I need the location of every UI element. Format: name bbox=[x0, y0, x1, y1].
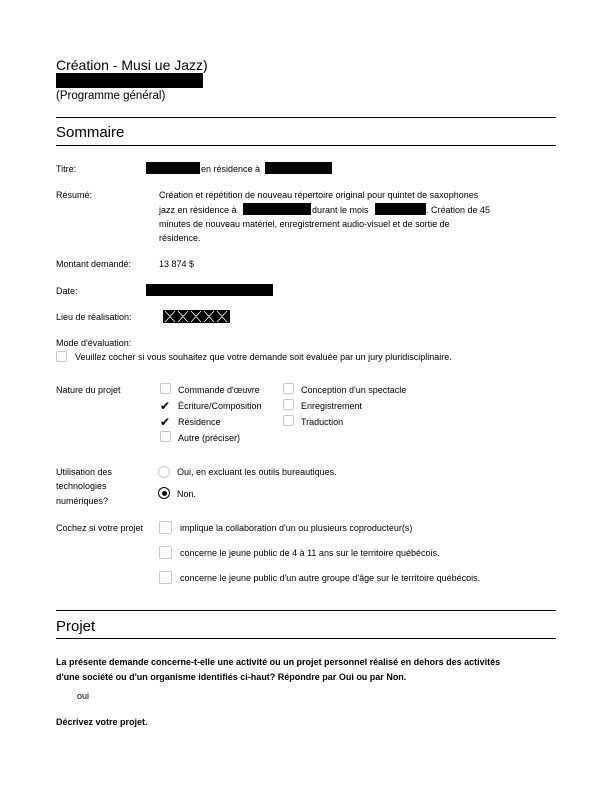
redacted-titre-part2 bbox=[265, 162, 332, 174]
section-rule-top bbox=[56, 117, 556, 118]
montant-label: Montant demandé: bbox=[56, 259, 132, 269]
redacted-date bbox=[146, 284, 273, 296]
section-heading-projet: Projet bbox=[56, 618, 96, 635]
cochez-checkbox-jeune-autre[interactable] bbox=[159, 571, 172, 584]
titre-value: en résidence à bbox=[201, 164, 261, 174]
tech-label-line-1: Utilisation des bbox=[56, 467, 113, 477]
document-title: Création - Musi ue Jazz) bbox=[56, 57, 208, 73]
nature-option-autre: Autre (préciser) bbox=[178, 433, 241, 443]
resume-line-3: minutes de nouveau matériel, enregistrement audio-visuel et de sortie de bbox=[159, 219, 450, 229]
nature-label: Nature du projet bbox=[56, 385, 121, 395]
resume-line-2a: jazz en résidence à bbox=[159, 205, 237, 215]
resume-line-4: résidence. bbox=[159, 233, 201, 243]
projet-describe-label: Décrivez votre projet. bbox=[56, 717, 148, 727]
montant-value: 13 874 $ bbox=[159, 259, 195, 269]
nature-option-enregistrement: Enregistrement bbox=[301, 401, 363, 411]
lieu-label: Lieu de réalisation: bbox=[56, 312, 132, 322]
redacted-titre-part1 bbox=[146, 162, 200, 174]
resume-label: Résumé: bbox=[56, 190, 93, 200]
nature-option-residence: Résidence bbox=[178, 417, 221, 427]
resume-line-1: Création et répétition de nouveau répertoire original pour quintet de saxophones bbox=[159, 190, 479, 200]
nature-option-conception: Conception d'un spectacle bbox=[301, 385, 407, 395]
tech-label-line-3: numériques? bbox=[56, 496, 109, 506]
projet-question-line-2: d'une société ou d'un organisme identifiés ci-haut? Répondre par Oui ou par Non. bbox=[56, 672, 407, 682]
cochez-option-jeune-4-11: concerne le jeune public de 4 à 11 ans sur le territoire québécois. bbox=[180, 548, 440, 558]
redacted-resume-month bbox=[375, 203, 426, 215]
redacted-lieu bbox=[163, 310, 230, 323]
tech-radio-yes[interactable] bbox=[158, 466, 170, 478]
nature-option-ecriture: Écriture/Composition bbox=[178, 401, 262, 411]
nature-checkbox-traduction[interactable] bbox=[283, 415, 294, 426]
cochez-option-coproducteur: implique la collaboration d'un ou plusieurs coproducteur(s) bbox=[180, 523, 413, 533]
check-mark-icon: ✔ bbox=[160, 399, 171, 413]
section-rule-bottom bbox=[56, 145, 556, 146]
section-rule-top bbox=[56, 610, 556, 611]
nature-option-traduction: Traduction bbox=[301, 417, 344, 427]
titre-label: Titre: bbox=[56, 164, 77, 174]
mode-checkbox[interactable] bbox=[56, 351, 67, 362]
cochez-option-jeune-autre: concerne le jeune public d'un autre groupe d'âge sur le territoire québécois. bbox=[180, 573, 481, 583]
program-subtitle: (Programme général) bbox=[56, 90, 166, 102]
mode-option-label: Veuillez cocher si vous souhaitez que votre demande soit évaluée par un jury pluridisciplinaire. bbox=[75, 352, 452, 362]
resume-line-2b: durant le mois bbox=[312, 205, 369, 215]
cochez-checkbox-jeune-4-11[interactable] bbox=[159, 546, 172, 559]
check-mark-icon: ✔ bbox=[160, 415, 171, 429]
resume-line-2c: . Création de 45 bbox=[426, 205, 491, 215]
tech-option-no: Non. bbox=[177, 489, 197, 499]
projet-question-line-1: La présente demande concerne-t-elle une activité ou un projet personnel réalisé en dehors des activités bbox=[56, 657, 501, 667]
tech-label-line-2: technologies bbox=[56, 481, 107, 491]
mode-label: Mode d'évaluation: bbox=[56, 338, 132, 348]
nature-checkbox-commande[interactable] bbox=[160, 383, 171, 394]
projet-answer: oui bbox=[77, 691, 90, 701]
section-rule-bottom bbox=[56, 638, 556, 639]
tech-option-yes: Oui, en excluant les outils bureautiques. bbox=[177, 467, 337, 477]
redacted-applicant-name bbox=[56, 73, 203, 88]
nature-checkbox-conception[interactable] bbox=[283, 383, 294, 394]
cochez-checkbox-coproducteur[interactable] bbox=[159, 521, 172, 534]
nature-checkbox-autre[interactable] bbox=[160, 431, 171, 442]
section-heading-sommaire: Sommaire bbox=[56, 124, 125, 141]
nature-checkbox-enregistrement[interactable] bbox=[283, 399, 294, 410]
date-label: Date: bbox=[56, 286, 78, 296]
redacted-resume-place bbox=[243, 203, 311, 215]
tech-radio-no[interactable] bbox=[158, 487, 170, 499]
cochez-label: Cochez si votre projet bbox=[56, 523, 144, 533]
nature-option-commande: Commande d'œuvre bbox=[178, 385, 260, 395]
